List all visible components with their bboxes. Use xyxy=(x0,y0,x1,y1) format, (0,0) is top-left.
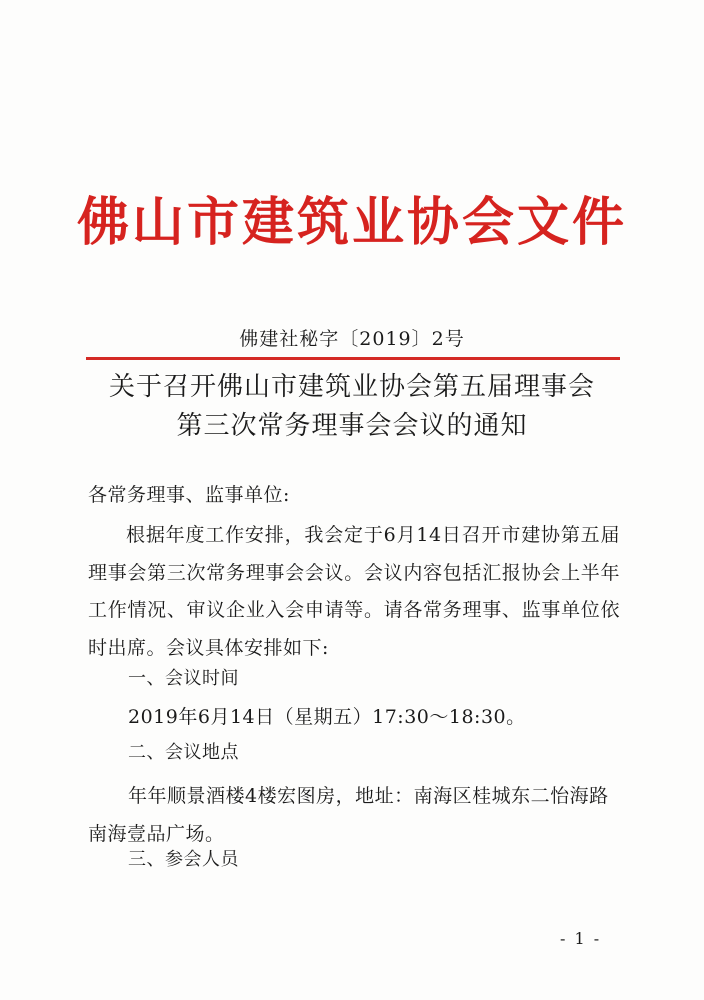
section-heading-attendees: 三、参会人员 xyxy=(128,849,239,870)
salutation: 各常务理事、监事单位: xyxy=(88,484,290,506)
page-number: - 1 - xyxy=(560,929,602,948)
subject-line-1: 关于召开佛山市建筑业协会第五届理事会 xyxy=(108,372,595,402)
meeting-venue-text: 年年顺景酒楼4楼宏图房，地址：南海区桂城东二怡海路南海壹品广场。 xyxy=(88,785,609,845)
document-number: 佛建社秘字〔2019〕2号 xyxy=(239,328,465,350)
notice-subject xyxy=(0,368,704,446)
document-header-title: 佛山市建筑业协会文件 xyxy=(76,192,627,253)
red-divider-rule xyxy=(86,357,620,360)
subject-line-2: 第三次常务理事会会议的通知 xyxy=(176,411,528,441)
intro-paragraph: 根据年度工作安排，我会定于6月14日召开市建协第五届理事会第三次常务理事会会议。会议内容包括汇报协会上半年工作情况、审议企业入会申请等。请各常务理事、监事单位依时出席。会议具体安排如下: xyxy=(88,524,620,659)
section-heading-time: 一、会议时间 xyxy=(128,668,239,689)
section-heading-venue: 二、会议地点 xyxy=(128,742,239,763)
meeting-time-text: 2019年6月14日（星期五）17:30～18:30。 xyxy=(128,706,526,728)
